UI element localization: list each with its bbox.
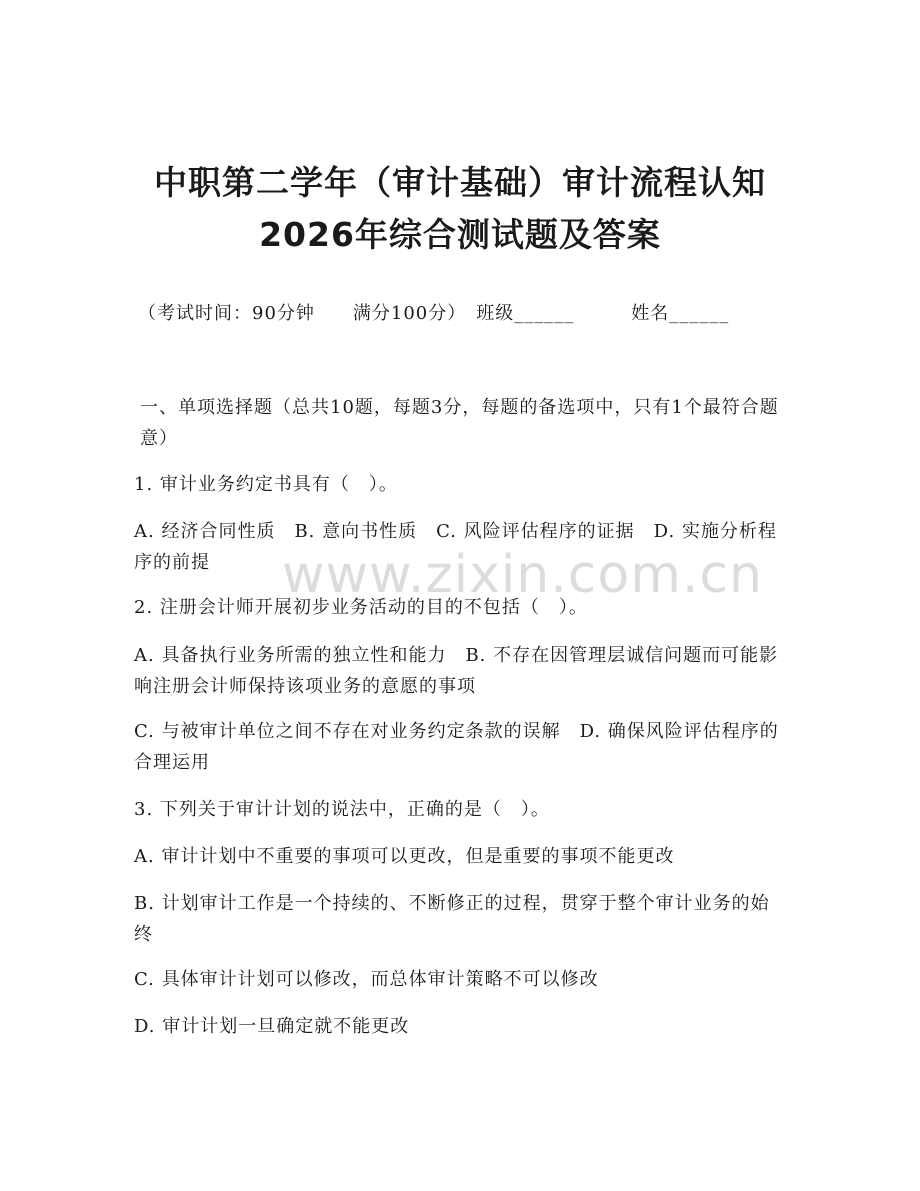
question-3-option-b: B. 计划审计工作是一个持续的、不断修正的过程，贯穿于整个审计业务的始终 [134,893,770,945]
question-3-option-a: A. 审计计划中不重要的事项可以更改，但是重要的事项不能更改 [134,846,675,867]
document-title-line1: 中职第二学年（审计基础）审计流程认知 [154,163,766,202]
exam-info: （考试时间：90分钟 满分100分） 班级______ 姓名______ [138,303,730,324]
question-2-options-cd: C. 与被审计单位之间不存在对业务约定条款的误解 D. 确保风险评估程序的合理运用 [134,721,779,773]
question-2-options-ab: A. 具备执行业务所需的独立性和能力 B. 不存在因管理层诚信问题而可能影响注册会计师保持该项业务的意愿的事项 [134,645,779,697]
question-1-stem: 1. 审计业务约定书具有（ ）。 [134,474,398,495]
question-2-stem: 2. 注册会计师开展初步业务活动的目的不包括（ ）。 [134,597,588,618]
question-1-options: A. 经济合同性质 B. 意向书性质 C. 风险评估程序的证据 D. 实施分析程序的前提 [134,521,777,573]
document-title-line2: 2026年综合测试题及答案 [259,215,661,254]
section-heading: 一、单项选择题（总共10题，每题3分，每题的备选项中，只有1个最符合题意） [140,397,779,449]
question-3-option-c: C. 具体审计计划可以修改，而总体审计策略不可以修改 [134,969,599,990]
question-3-option-d: D. 审计计划一旦确定就不能更改 [134,1016,410,1037]
question-3-stem: 3. 下列关于审计计划的说法中，正确的是（ ）。 [134,799,550,820]
watermark: www.zixin.com.cn [282,545,763,605]
